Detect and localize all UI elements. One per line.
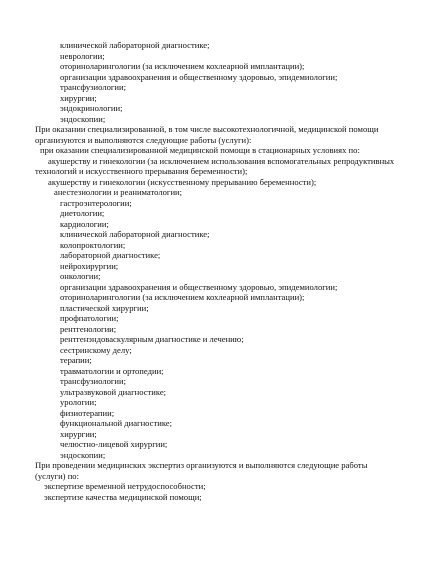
- text-line: онкологии;: [60, 271, 101, 281]
- text-line: технологий и искусственного прерывания беременности);: [35, 166, 248, 176]
- text-line: травматологии и ортопедии;: [60, 365, 164, 376]
- paragraph-line: (услуги) по:: [35, 470, 79, 481]
- text-line: гастроэнтерологии;: [60, 197, 132, 208]
- text-line: эндокринологии;: [60, 103, 123, 113]
- text-line: оториноларингологии (за исключением кохлеарной имплантации);: [60, 61, 305, 71]
- text-line: экспертизе качества медицинской помощи;: [44, 491, 202, 502]
- paragraph-line: При оказании специализированной, в том числе высокотехнологичной, медицинской помощи: [35, 124, 379, 134]
- text-line: экспертизе временной нетрудоспособности;: [44, 481, 206, 491]
- text-line: нейрохирургии;: [60, 260, 119, 271]
- text-line: акушерству и гинекологии (искусственному прерыванию беременности);: [48, 176, 317, 187]
- text-line: эндоскопии;: [60, 113, 106, 124]
- text-line: физиотерапии;: [60, 407, 115, 418]
- text-line: функциональной диагностике;: [60, 418, 173, 428]
- text-line: анестезиологии и реаниматологии;: [54, 187, 183, 197]
- text-line: рентгенологии;: [60, 323, 117, 334]
- text-line: пластической хирургии;: [60, 302, 149, 313]
- section-heading-line: при оказании специализированной медицинской помощи в стационарных условиях по:: [40, 145, 360, 155]
- text-line: хирургии;: [60, 92, 97, 103]
- text-line: ультразвуковой диагностике;: [60, 386, 167, 397]
- text-line: оториноларингологии (за исключением кохлеарной имплантации);: [60, 292, 305, 302]
- text-line: организации здравоохранения и общественному здоровью, эпидемиологии;: [60, 281, 338, 292]
- text-line: организации здравоохранения и общественному здоровью, эпидемиологии;: [60, 71, 338, 82]
- text-line: кардиологии;: [60, 218, 109, 229]
- text-line: акушерству и гинекологии (за исключением использования вспомогательных репродуктивных: [48, 155, 395, 166]
- paragraph-line: организуются и выполняются следующие работы (услуги):: [35, 134, 252, 145]
- text-line: хирургии;: [60, 428, 97, 439]
- text-line: трансфузиологии;: [60, 376, 127, 386]
- text-line: клинической лабораторной диагностике;: [60, 40, 210, 50]
- text-line: рентгенэндоваскулярным диагностике и лечению;: [60, 334, 244, 344]
- text-line: лабораторной диагностике;: [60, 250, 161, 260]
- text-line: урологии;: [60, 397, 97, 407]
- text-line: сестринскому делу;: [60, 344, 132, 355]
- text-line: клинической лабораторной диагностике;: [60, 229, 210, 239]
- text-line: колопроктологии;: [60, 239, 126, 250]
- text-line: диетологии;: [60, 208, 105, 218]
- paragraph-line: При проведении медицинских экспертиз организуются и выполняются следующие работы: [35, 460, 368, 470]
- text-line: профпатологии;: [60, 313, 119, 323]
- text-line: трансфузиологии;: [60, 82, 127, 92]
- text-line: терапии;: [60, 355, 92, 365]
- text-line: челюстно-лицевой хирургии;: [60, 439, 168, 449]
- text-line: эндоскопии;: [60, 449, 106, 460]
- text-line: неврологии;: [60, 50, 105, 61]
